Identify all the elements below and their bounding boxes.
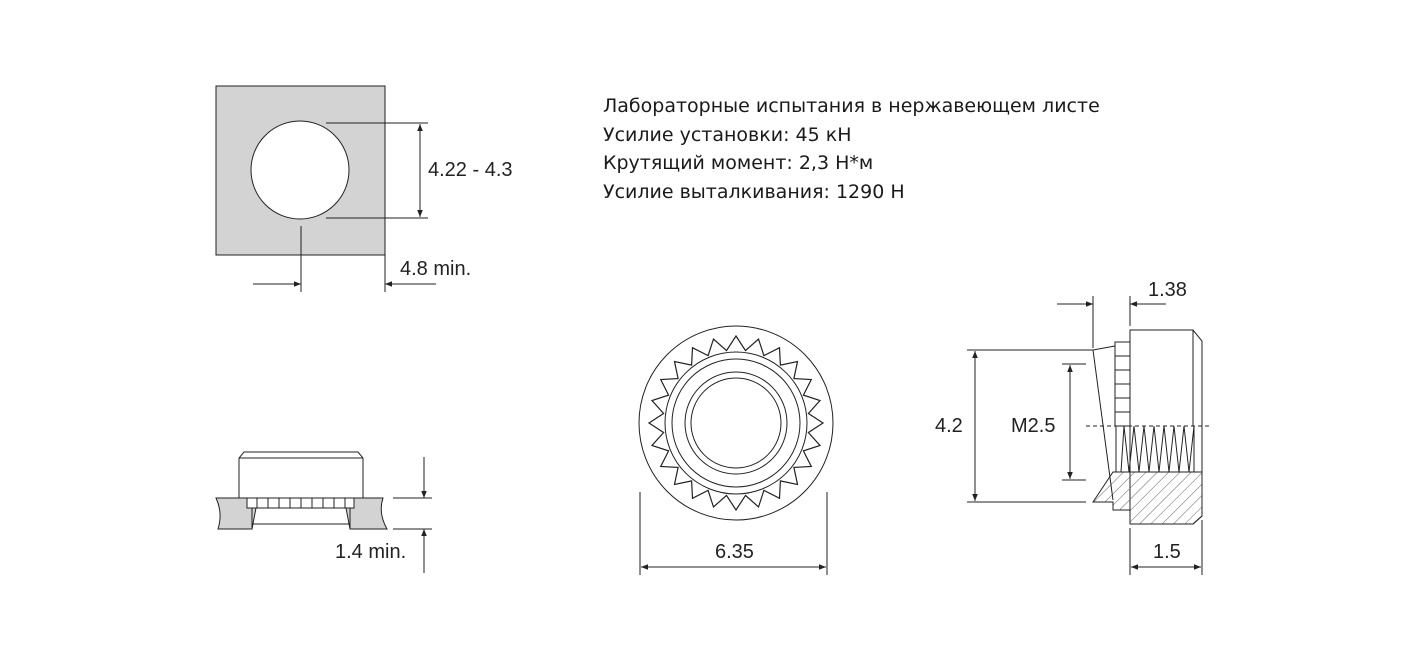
hole-diameter-label: 4.22 - 4.3 <box>428 159 513 181</box>
shank-length-label: 1.5 <box>1153 541 1181 563</box>
nut-section-view <box>967 296 1212 575</box>
sheet-section-right <box>350 498 387 529</box>
section-hatch <box>1093 472 1202 524</box>
thread-label: M2.5 <box>1011 415 1056 437</box>
outer-diameter-label: 6.35 <box>715 541 754 563</box>
nut-head <box>239 452 363 498</box>
install-force: Усилие установки: 45 кН <box>603 123 852 146</box>
edge-distance-label: 4.8 min. <box>400 258 472 280</box>
test-heading: Лабораторные испытания в нержавеющем листе <box>603 95 1100 117</box>
collar-ring-outer <box>665 352 807 494</box>
torque: Крутящий момент: 2,3 Н*м <box>603 152 874 174</box>
test-results <box>603 92 1100 206</box>
pushout-force: Усилие выталкивания: 1290 Н <box>603 180 905 203</box>
mounting-hole <box>251 121 349 219</box>
height-label: 1.38 <box>1148 279 1187 301</box>
sheet-thickness-label: 1.4 min. <box>335 541 407 563</box>
body-diameter-label: 4.2 <box>935 415 963 437</box>
nut-top-view <box>639 326 833 575</box>
